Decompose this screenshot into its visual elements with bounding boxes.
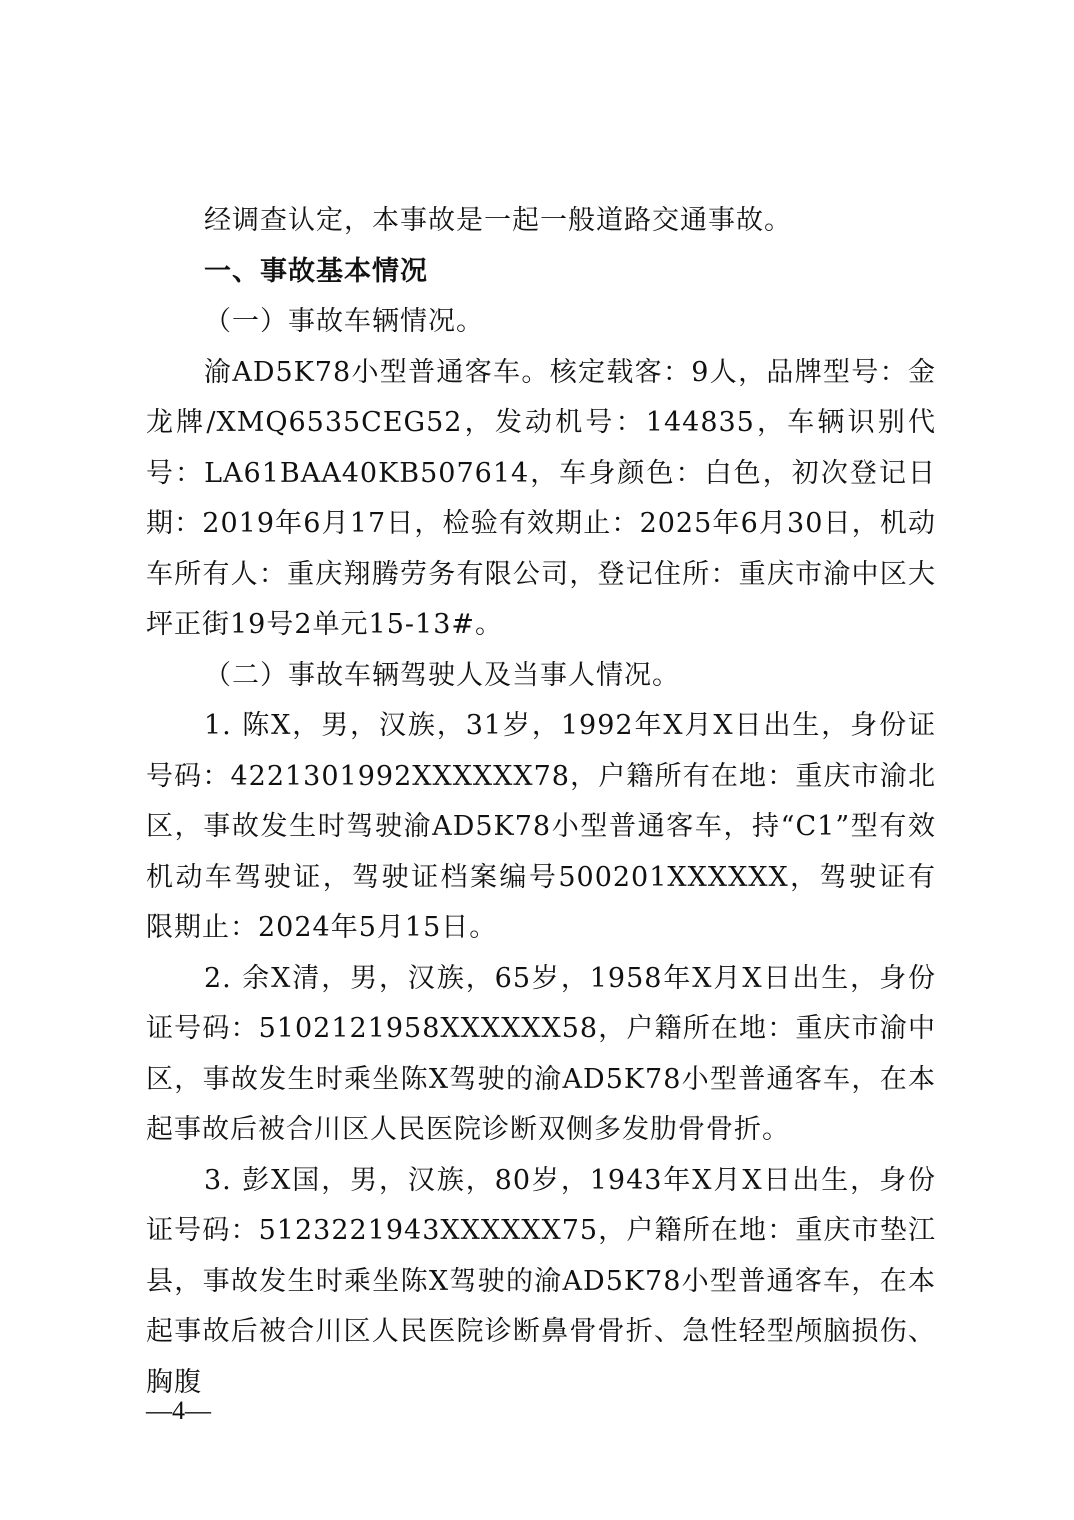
document-body xyxy=(146,196,936,1408)
paragraph-person-2: 2. 余X清，男，汉族，65岁，1958年X月X日出生，身份证号码：5102121958XXXXXX58，户籍所在地：重庆市渝中区，事故发生时乘坐陈X驾驶的渝AD5K78小型普通客车，在本起事故后被合川区人民医院诊断双侧多发肋骨骨折。 xyxy=(146,962,936,1145)
subsection-heading-driver: （二）事故车辆驾驶人及当事人情况。 xyxy=(204,659,680,691)
page-number: —4— xyxy=(146,1396,211,1425)
section-heading-basic-info: 一、事故基本情况 xyxy=(204,255,428,287)
paragraph-person-1: 1. 陈X，男，汉族，31岁，1992年X月X日出生，身份证号码：4221301992XXXXXX78，户籍所有在地：重庆市渝北区，事故发生时驾驶渝AD5K78小型普通客车，持“C1”型有效机动车驾驶证，驾驶证档案编号500201XXXXXX，驾驶证有限期止：2024年5月15日。 xyxy=(146,710,936,943)
paragraph-person-3: 3. 彭X国，男，汉族，80岁，1943年X月X日出生，身份证号码：5123221943XXXXXX75，户籍所在地：重庆市垫江县，事故发生时乘坐陈X驾驶的渝AD5K78小型普通客车，在本起事故后被合川区人民医院诊断鼻骨骨折、急性轻型颅脑损伤、胸腹 xyxy=(146,1164,936,1398)
paragraph-vehicle-details: 渝AD5K78小型普通客车。核定载客：9人，品牌型号：金龙牌/XMQ6535CEG52，发动机号：144835，车辆识别代号：LA61BAA40KB507614，车身颜色：白色，初次登记日期：2019年6月17日，检验有效期止：2025年6月30日，机动车所有人：重庆翔腾劳务有限公司，登记住所：重庆市渝中区大坪正街19号2单元15-13#。 xyxy=(146,356,936,640)
subsection-heading-vehicle: （一）事故车辆情况。 xyxy=(204,306,484,337)
paragraph-finding: 经调查认定，本事故是一起一般道路交通事故。 xyxy=(204,205,792,236)
